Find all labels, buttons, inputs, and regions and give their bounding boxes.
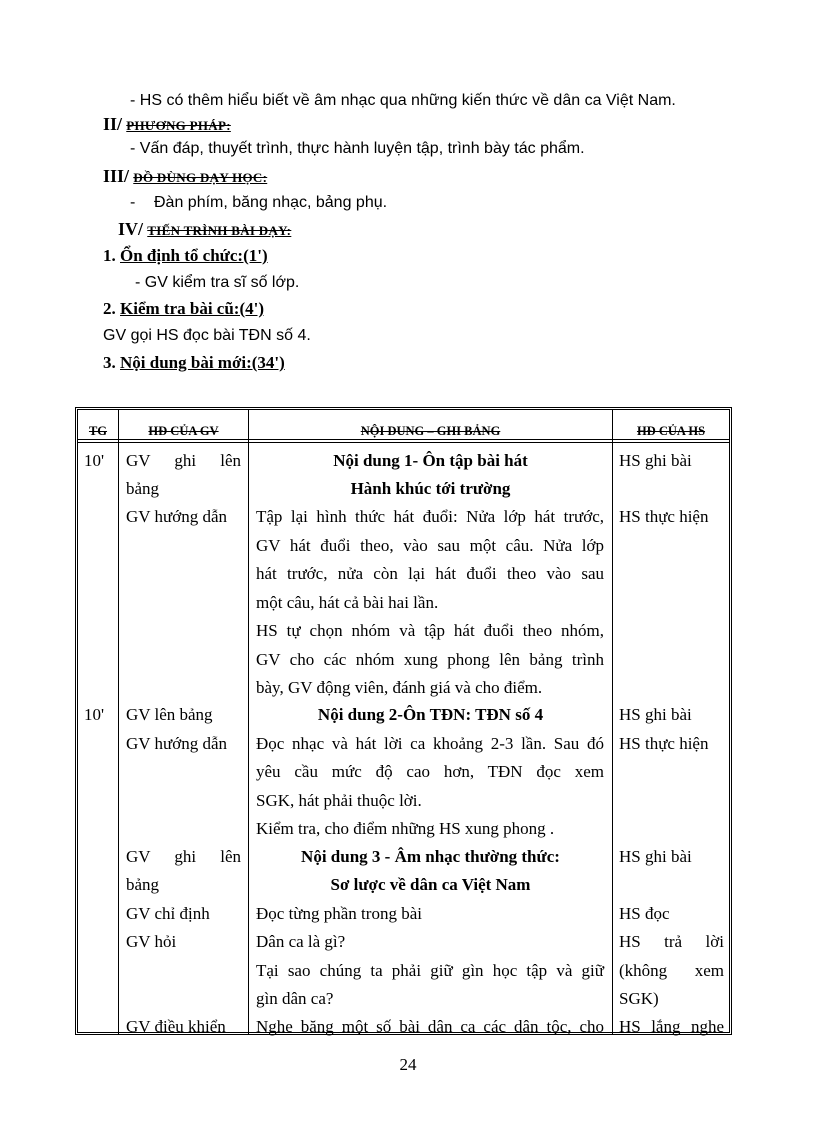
hs-cell: HS ghi bài: [619, 847, 692, 866]
gv-cell: bảng: [126, 875, 160, 894]
content-line: hát trước, nửa còn lại hát đuổi theo vào sau: [256, 564, 604, 583]
content-title: Nội dung 1- Ôn tập bài hát: [333, 451, 528, 470]
content-line: bày, GV động viên, đánh giá và cho điểm.: [256, 678, 543, 697]
content-line: Tập lại hình thức hát đuổi: Nửa lớp hát trước,: [256, 507, 604, 526]
content-line: Dân ca là gì?: [256, 932, 346, 951]
gv-cell: GV lên bảng: [126, 705, 213, 724]
hs-cell: HS thực hiện: [619, 734, 709, 753]
content-line: GV cho các nhóm xung phong lên bảng trình: [256, 650, 604, 669]
content-line: Đọc nhạc và hát lời ca khoảng 2-3 lần. Sau đó: [256, 734, 604, 753]
step-3-number: 3.: [103, 353, 116, 372]
step-2-title: Kiểm tra bài cũ:(4'): [120, 299, 264, 318]
step-1-title: Ổn định tổ chức:(1'): [120, 246, 268, 265]
header-content: NỘI DUNG – GHI BẢNG: [360, 424, 501, 438]
hs-cell: HS ghi bài: [619, 705, 692, 724]
content-title: Nội dung 2-Ôn TĐN: TĐN số 4: [317, 705, 544, 724]
step-1-number: 1.: [103, 246, 116, 265]
content-title: Hành khúc tới trường: [350, 479, 511, 498]
hs-cell: HS lắng nghe: [619, 1017, 724, 1036]
column-divider: [118, 410, 119, 1034]
header-rule: [78, 439, 729, 440]
section-2-number: II/: [103, 114, 123, 134]
content-line: GV hát đuổi theo, vào sau một câu. Nửa lớp: [256, 536, 604, 555]
gv-cell: GV hướng dẫn: [126, 734, 227, 753]
section-4-title: TIẾN TRÌNH BÀI DẠY:: [147, 223, 292, 238]
section-2-heading: [103, 114, 231, 136]
step-2-line: GV gọi HS đọc bài TĐN số 4.: [103, 327, 311, 344]
header-tg: TG: [88, 424, 108, 438]
content-line: gìn dân ca?: [256, 989, 334, 1008]
hs-cell: HS đọc: [619, 904, 670, 923]
step-1-line: - GV kiểm tra sĩ số lớp.: [135, 274, 300, 291]
content-title: Nội dung 3 - Âm nhạc thường thức:: [301, 847, 560, 866]
section-4-heading: [118, 219, 291, 241]
section-4-number: IV/: [118, 219, 144, 239]
hs-cell: SGK): [619, 989, 659, 1008]
step-3-heading: [103, 353, 285, 373]
section-3-dash: -: [130, 194, 136, 211]
content-line: Nghe băng một số bài dân ca các dân tộc, cho: [256, 1017, 604, 1036]
tg-cell: 10': [84, 451, 105, 470]
gv-cell: GV chỉ định: [126, 904, 210, 923]
hs-cell: HS thực hiện: [619, 507, 709, 526]
header-gv: HĐ CỦA GV: [148, 424, 219, 438]
section-2-title: PHƯƠNG PHÁP:: [126, 118, 231, 133]
objective-line: - HS có thêm hiểu biết về âm nhạc qua những kiến thức về dân ca Việt Nam.: [130, 92, 676, 109]
gv-cell: GV điều khiển: [126, 1017, 226, 1036]
header-hs: HĐ CỦA HS: [636, 424, 706, 438]
gv-cell: GV hướng dẫn: [126, 507, 227, 526]
content-line: HS tự chọn nhóm và tập hát đuổi theo nhóm,: [256, 621, 604, 640]
hs-cell: (không xem: [619, 961, 724, 980]
content-line: Đọc từng phần trong bài: [256, 904, 422, 923]
column-divider: [612, 410, 613, 1034]
section-2-line: - Vấn đáp, thuyết trình, thực hành luyện tập, trình bày tác phẩm.: [130, 140, 585, 157]
hs-cell: HS ghi bài: [619, 451, 692, 470]
content-line: yêu cầu mức độ cao hơn, TĐN đọc xem: [256, 762, 604, 781]
content-line: Kiểm tra, cho điểm những HS xung phong .: [256, 819, 555, 838]
step-1-heading: [103, 246, 268, 266]
step-2-heading: [103, 299, 264, 319]
gv-cell: bảng: [126, 479, 160, 498]
step-3-title: Nội dung bài mới:(34'): [120, 353, 285, 372]
section-3-heading: [103, 166, 267, 188]
header-rule: [78, 442, 729, 443]
section-3-title: ĐỒ DÙNG DẠY HỌC:: [133, 170, 268, 185]
content-line: một câu, hát cả bài hai lần.: [256, 593, 439, 612]
section-3-line: Đàn phím, băng nhạc, bảng phụ.: [154, 194, 388, 211]
gv-cell: GV hỏi: [126, 932, 177, 951]
content-line: SGK, hát phải thuộc lời.: [256, 791, 422, 810]
section-3-number: III/: [103, 166, 130, 186]
hs-cell: HS trả lời: [619, 932, 724, 951]
content-line: Tại sao chúng ta phải giữ gìn học tập và giữ: [256, 961, 604, 980]
page-number: 24: [399, 1055, 417, 1074]
tg-cell: 10': [84, 705, 105, 724]
step-2-number: 2.: [103, 299, 116, 318]
content-title: Sơ lược về dân ca Việt Nam: [330, 875, 531, 894]
gv-cell: GV ghi lên: [126, 847, 241, 866]
gv-cell: GV ghi lên: [126, 451, 241, 470]
